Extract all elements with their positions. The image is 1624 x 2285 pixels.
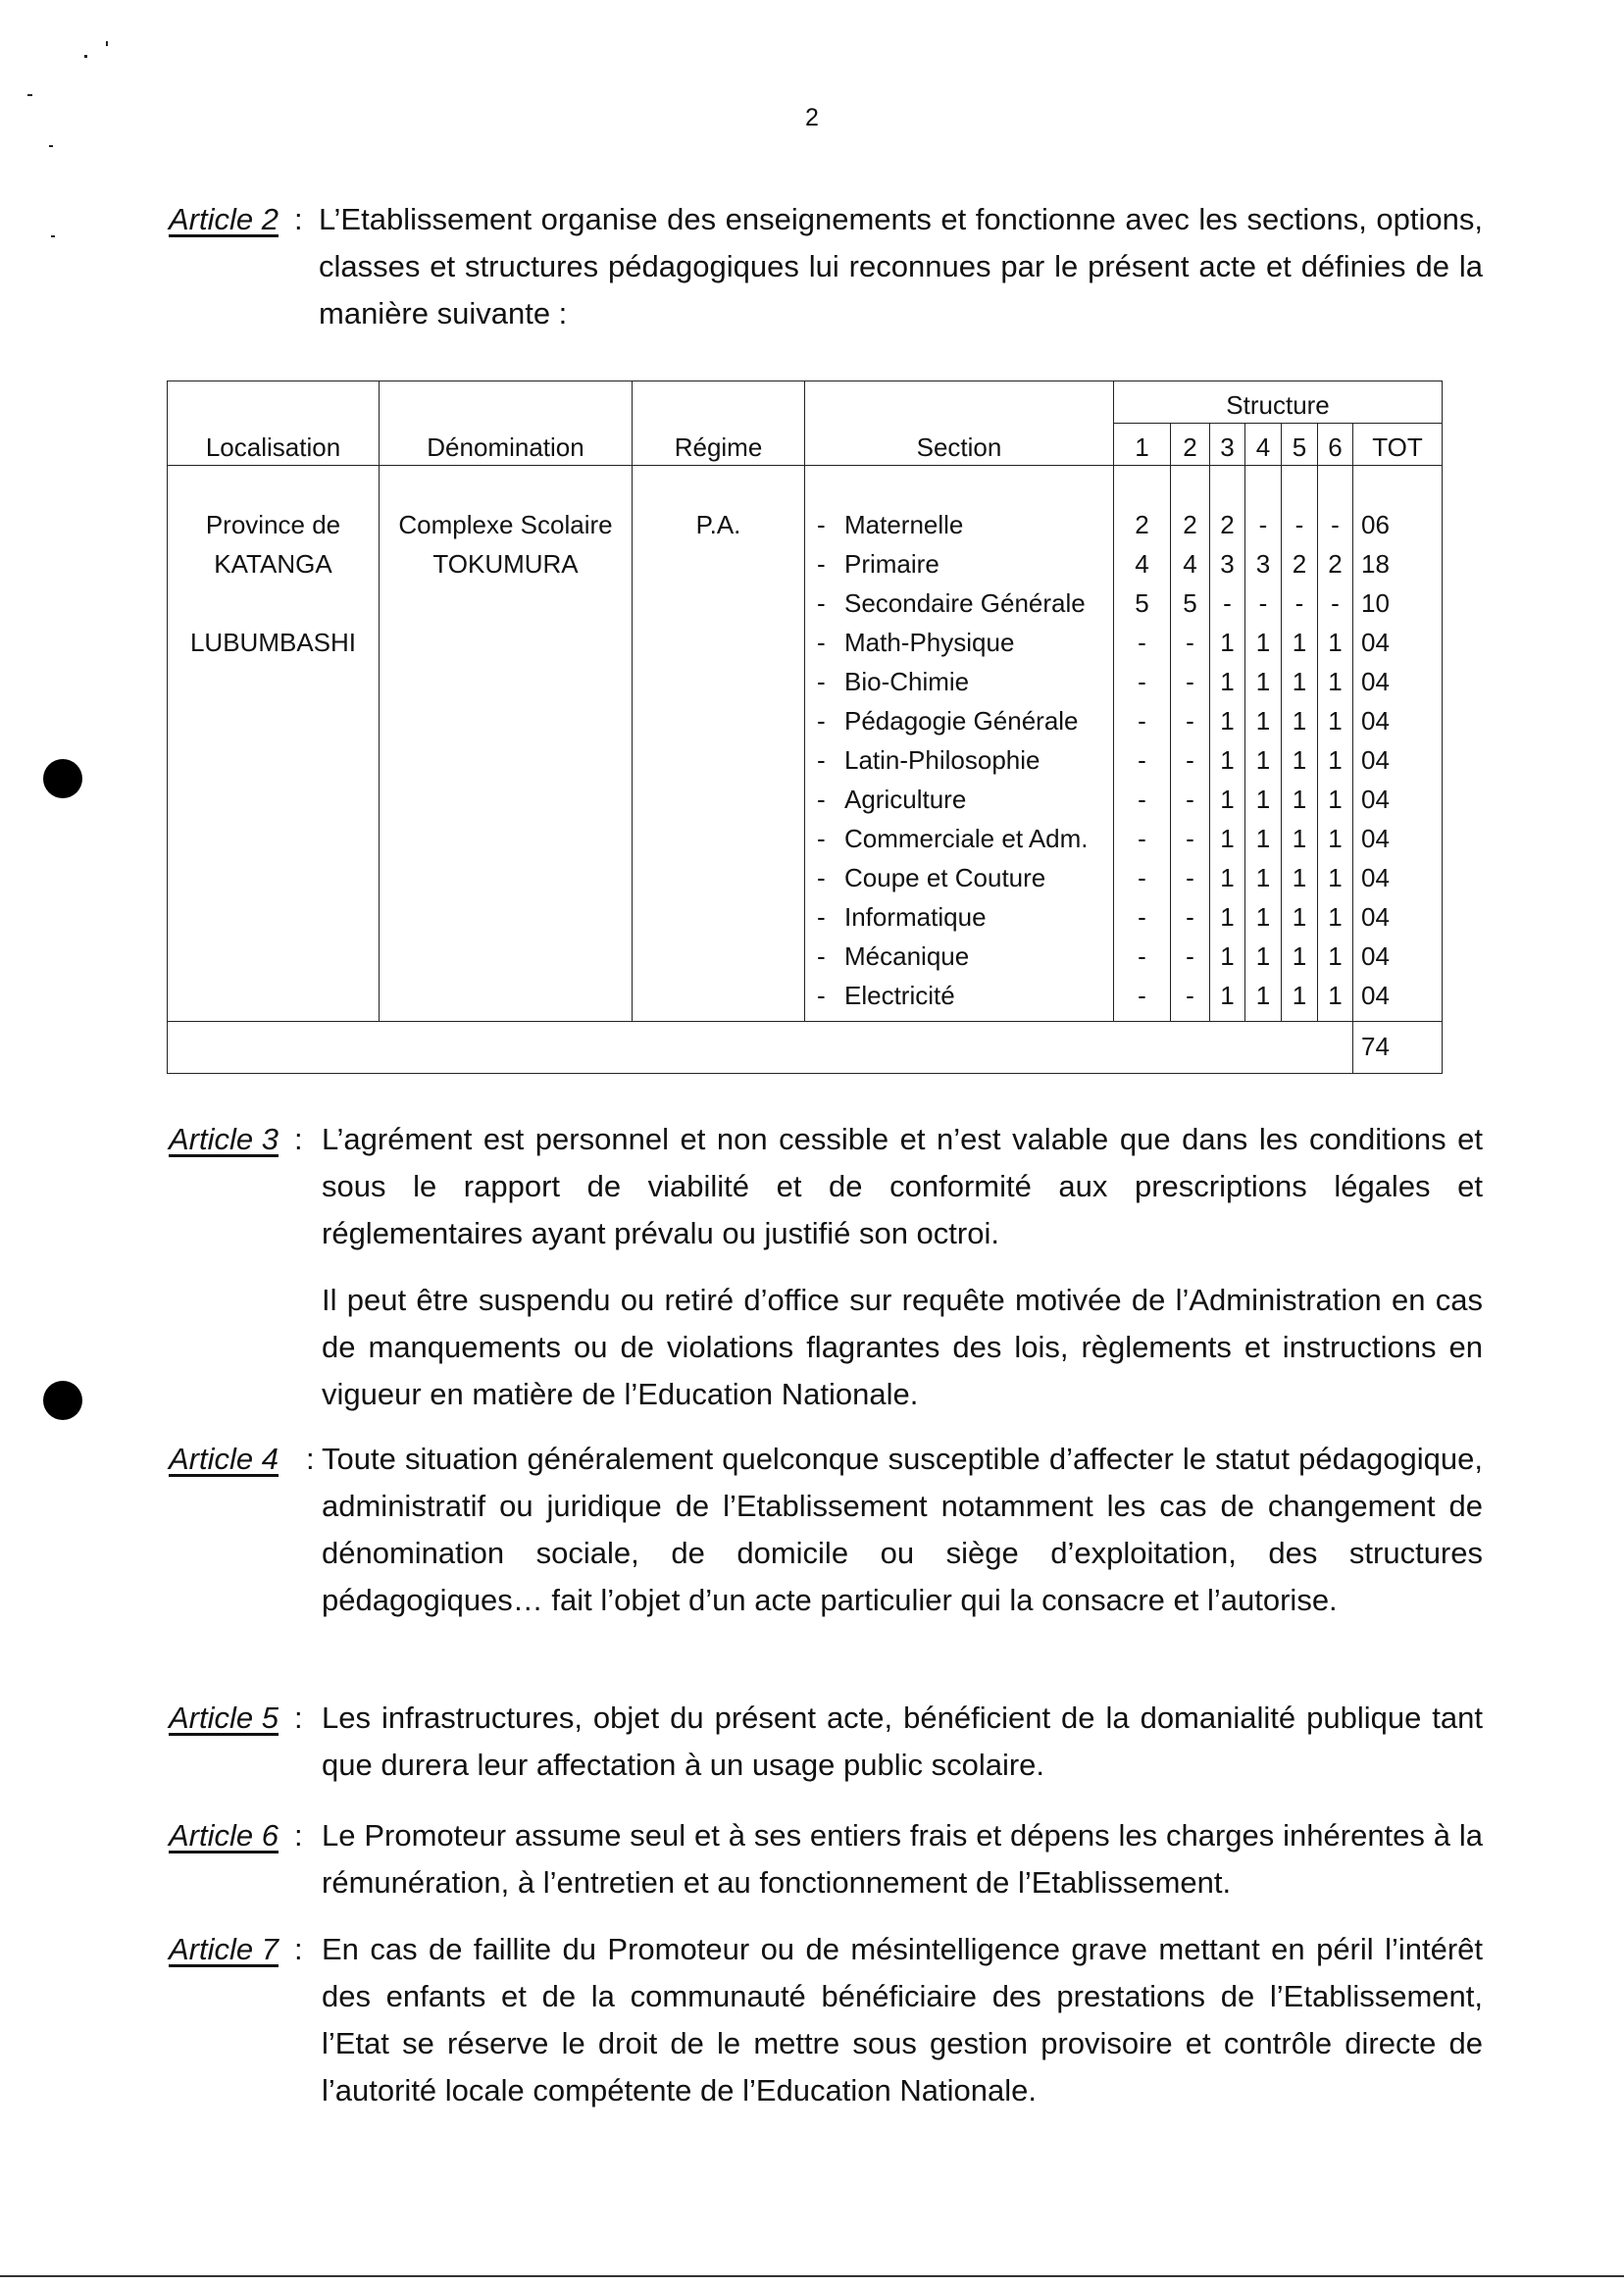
section-row — [817, 976, 1113, 1015]
article-label: Article 5 — [169, 1701, 279, 1735]
cell-regime — [633, 465, 805, 1021]
section-dash: - — [817, 666, 826, 696]
grand-total: 74 — [1353, 1021, 1443, 1073]
structure-value: - — [1258, 509, 1268, 539]
structure-value: 06 — [1361, 509, 1390, 539]
section-name: Latin-Philosophie — [844, 744, 1040, 775]
section-name: Math-Physique — [844, 627, 1015, 657]
header-col-2: 2 — [1171, 423, 1210, 465]
structure-value: 1 — [1220, 862, 1235, 892]
section-name: Pédagogie Générale — [844, 705, 1079, 736]
structure-value: 2 — [1292, 548, 1307, 579]
structure-value: 1 — [1220, 901, 1235, 932]
structure-value: 1 — [1292, 823, 1307, 853]
section-name: Bio-Chimie — [844, 666, 970, 696]
structure-value: - — [1186, 705, 1194, 736]
section-row — [817, 740, 1113, 780]
article-7: Article 7 : En cas de faillite du Promoteur ou de mésintelligence grave mettant en péril l’intérêt des enfants et de la communauté bénéficiaire des prestations de l’Etablissement, l’Etat se réserve le droit de le mettre sous gestion provisoire et contrôle directe de l’autorité locale compétente de l’Education Nationale. — [169, 1926, 1483, 2114]
structure-value: 3 — [1255, 548, 1271, 579]
scan-speck — [49, 145, 53, 147]
structure-value: 1 — [1255, 784, 1271, 814]
article-text: L’Etablissement organise des enseignements et fonctionne avec les sections, options, classes et structures pédagogiques lui reconnues par le présent acte et définies de la manière suivante : — [319, 202, 1483, 330]
article-text: Il peut être suspendu ou retiré d’office sur requête motivée de l’Administration en cas de manquements ou de violations flagrantes des lois, règlements et instructions en vigueur en matière de l’Education Nationale. — [322, 1283, 1483, 1411]
structure-value: 5 — [1183, 587, 1197, 618]
header-localisation: Localisation — [168, 423, 380, 465]
structure-value: 1 — [1328, 823, 1343, 853]
structure-value: - — [1138, 666, 1146, 696]
scan-speck — [51, 235, 55, 237]
structure-value: 1 — [1328, 980, 1343, 1010]
cell-col-6 — [1318, 465, 1353, 1021]
structure-value: 4 — [1135, 548, 1149, 579]
section-dash: - — [817, 627, 826, 657]
structure-value: - — [1138, 980, 1146, 1010]
structure-value: - — [1186, 627, 1194, 657]
article-label: Article 4 — [169, 1442, 279, 1476]
structure-value: - — [1186, 823, 1194, 853]
structure-value: 1 — [1255, 666, 1271, 696]
localisation-line: Province de — [205, 509, 341, 539]
structure-table — [167, 381, 1443, 1074]
cell-col-5 — [1282, 465, 1318, 1021]
structure-value: 1 — [1255, 940, 1271, 971]
localisation-line: KATANGA — [214, 548, 332, 579]
section-name: Agriculture — [844, 784, 967, 814]
article-label: Article 3 — [169, 1122, 279, 1156]
section-dash: - — [817, 862, 826, 892]
localisation-line: LUBUMBASHI — [189, 627, 357, 657]
section-dash: - — [817, 548, 826, 579]
section-dash: - — [817, 940, 826, 971]
section-name: Mécanique — [844, 940, 970, 971]
section-name: Secondaire Générale — [844, 587, 1086, 618]
header-section: Section — [805, 423, 1114, 465]
section-dash: - — [817, 980, 826, 1010]
header-denomination: Dénomination — [380, 423, 633, 465]
structure-value: 04 — [1361, 784, 1390, 814]
cell-col-2 — [1171, 465, 1210, 1021]
section-dash: - — [817, 587, 826, 618]
section-row — [817, 505, 1113, 544]
structure-value: 1 — [1328, 784, 1343, 814]
structure-value: 2 — [1135, 509, 1149, 539]
structure-value: 1 — [1328, 940, 1343, 971]
structure-value: - — [1294, 509, 1304, 539]
article-3: Article 3 : L’agrément est personnel et non cessible et n’est valable que dans les conditions et sous le rapport de viabilité et de conformité aux prescriptions légales et réglementaires ayant prévalu ou justifié son octroi. Il peut être suspendu ou retiré d’office sur requête motivée de l’Administration en cas de manquements ou de violations flagrantes des lois, règlements et instructions en vigueur en matière de l’Education Nationale. — [169, 1116, 1483, 1418]
structure-value: - — [1331, 587, 1340, 618]
structure-value: - — [1186, 940, 1194, 971]
structure-value: 1 — [1328, 901, 1343, 932]
structure-value: - — [1138, 862, 1146, 892]
header-regime: Régime — [633, 423, 805, 465]
structure-value: 1 — [1255, 980, 1271, 1010]
structure-value: 04 — [1361, 940, 1390, 971]
structure-value: 1 — [1255, 862, 1271, 892]
structure-value: 04 — [1361, 823, 1390, 853]
structure-value: - — [1186, 980, 1194, 1010]
structure-value: 2 — [1220, 509, 1235, 539]
section-dash: - — [817, 744, 826, 775]
article-text: Les infrastructures, objet du présent acte, bénéficient de la domanialité publique tant que durera leur affectation à un usage public scolaire. — [322, 1701, 1483, 1782]
section-row — [817, 780, 1113, 819]
structure-value: 1 — [1220, 627, 1235, 657]
structure-value: 1 — [1292, 901, 1307, 932]
section-row — [817, 584, 1113, 623]
article-4: Article 4 : Toute situation généralement quelconque susceptible d’affecter le statut pédagogique, administratif ou juridique de l’Etablissement notamment les cas de changement de dénomination sociale, de domicile ou siège d’exploitation, des structures pédagogiques… fait l’objet d’un acte particulier qui la consacre et l’autorise. — [169, 1436, 1483, 1624]
scan-speck — [27, 94, 32, 96]
structure-value: - — [1186, 901, 1194, 932]
article-label: Article 6 — [169, 1818, 279, 1853]
structure-value: 1 — [1220, 744, 1235, 775]
structure-value: 04 — [1361, 744, 1390, 775]
article-label: Article 7 — [169, 1932, 279, 1966]
punch-hole — [43, 1381, 82, 1420]
section-name: Coupe et Couture — [844, 862, 1046, 892]
cell-col-tot — [1353, 465, 1443, 1021]
structure-value: - — [1186, 784, 1194, 814]
header-structure: Structure — [1114, 381, 1443, 424]
bottom-rule — [0, 2275, 1624, 2277]
page-number: 2 — [805, 104, 819, 131]
section-name: Commerciale et Adm. — [844, 823, 1089, 853]
section-row — [817, 701, 1113, 740]
structure-value: - — [1138, 744, 1146, 775]
header-col-1: 1 — [1114, 423, 1171, 465]
structure-value: 1 — [1255, 744, 1271, 775]
cell-col-3 — [1210, 465, 1245, 1021]
article-label: Article 2 — [169, 202, 279, 236]
structure-value: 04 — [1361, 705, 1390, 736]
structure-value: 5 — [1135, 587, 1149, 618]
structure-value: 1 — [1220, 705, 1235, 736]
total-label-cell — [168, 1021, 1353, 1073]
structure-value: 1 — [1292, 744, 1307, 775]
cell-localisation — [168, 465, 380, 1021]
structure-value: 1 — [1328, 744, 1343, 775]
header-col-tot: TOT — [1353, 423, 1443, 465]
structure-value: - — [1331, 509, 1340, 539]
structure-value: 04 — [1361, 862, 1390, 892]
section-dash: - — [817, 901, 826, 932]
structure-value: - — [1186, 744, 1194, 775]
header-col-5: 5 — [1282, 423, 1318, 465]
section-name: Primaire — [844, 548, 939, 579]
cell-col-1 — [1114, 465, 1171, 1021]
structure-value: 04 — [1361, 666, 1390, 696]
structure-value: - — [1138, 823, 1146, 853]
header-col-6: 6 — [1318, 423, 1353, 465]
structure-value: 1 — [1255, 901, 1271, 932]
structure-value: - — [1138, 705, 1146, 736]
structure-value: 18 — [1361, 548, 1390, 579]
structure-value: - — [1258, 587, 1268, 618]
section-name: Maternelle — [844, 509, 964, 539]
structure-value: 1 — [1292, 862, 1307, 892]
structure-value: - — [1138, 940, 1146, 971]
article-6: Article 6 : Le Promoteur assume seul et à ses entiers frais et dépens les charges inhérentes à la rémunération, à l’entretien et au fonctionnement de l’Etablissement. — [169, 1812, 1483, 1906]
cell-sections — [805, 465, 1114, 1021]
regime-value: P.A. — [695, 509, 741, 539]
structure-value: 1 — [1220, 784, 1235, 814]
cell-denomination — [380, 465, 633, 1021]
article-text: Le Promoteur assume seul et à ses entiers frais et dépens les charges inhérentes à la rémunération, à l’entretien et au fonctionnement de l’Etablissement. — [322, 1818, 1483, 1900]
section-row — [817, 623, 1113, 662]
punch-hole — [43, 759, 82, 798]
structure-value: - — [1138, 784, 1146, 814]
section-row — [817, 897, 1113, 937]
header-col-4: 4 — [1245, 423, 1282, 465]
section-row — [817, 937, 1113, 976]
structure-value: 10 — [1361, 587, 1390, 618]
section-name: Electricité — [844, 980, 955, 1010]
article-text: En cas de faillite du Promoteur ou de mésintelligence grave mettant en péril l’intérêt des enfants et de la communauté bénéficiaire des prestations de l’Etablissement, l’Etat se réserve le droit de le mettre sous gestion provisoire et contrôle directe de l’autorité locale compétente de l’Education Nationale. — [322, 1932, 1483, 2107]
scan-speck — [106, 41, 108, 46]
section-dash: - — [817, 784, 826, 814]
section-row — [817, 858, 1113, 897]
structure-value: 1 — [1220, 980, 1235, 1010]
localisation-line — [168, 584, 379, 623]
structure-value: 1 — [1255, 705, 1271, 736]
structure-value: 1 — [1292, 666, 1307, 696]
structure-value: - — [1138, 901, 1146, 932]
structure-value: 04 — [1361, 980, 1390, 1010]
structure-value: 2 — [1183, 509, 1197, 539]
structure-value: 1 — [1328, 666, 1343, 696]
article-text: L’agrément est personnel et non cessible et n’est valable que dans les conditions et sous le rapport de viabilité et de conformité aux prescriptions légales et réglementaires ayant prévalu ou justifié son octroi. — [322, 1122, 1483, 1250]
section-dash: - — [817, 823, 826, 853]
structure-value: 1 — [1328, 862, 1343, 892]
structure-value: 1 — [1292, 705, 1307, 736]
structure-value: 1 — [1328, 627, 1343, 657]
structure-value: 1 — [1292, 980, 1307, 1010]
section-row — [817, 819, 1113, 858]
scan-speck — [84, 55, 87, 58]
structure-value: 1 — [1292, 627, 1307, 657]
structure-value: 1 — [1292, 784, 1307, 814]
article-5: Article 5 : Les infrastructures, objet du présent acte, bénéficient de la domanialité publique tant que durera leur affectation à un usage public scolaire. — [169, 1695, 1483, 1789]
section-row — [817, 544, 1113, 584]
structure-value: - — [1223, 587, 1232, 618]
section-dash: - — [817, 705, 826, 736]
denomination-line: TOKUMURA — [432, 548, 579, 579]
header-col-3: 3 — [1210, 423, 1245, 465]
structure-value: 1 — [1220, 940, 1235, 971]
article-text: Toute situation généralement quelconque susceptible d’affecter le statut pédagogique, administratif ou juridique de l’Etablissement notamment les cas de changement de dénomination sociale, de domicile ou siège d’exploitation, des structures pédagogiques… fait l’objet d’un acte particulier qui la consacre et l’autorise. — [322, 1442, 1483, 1617]
structure-value: 2 — [1328, 548, 1343, 579]
section-name: Informatique — [844, 901, 987, 932]
structure-value: 4 — [1183, 548, 1197, 579]
denomination-line: Complexe Scolaire — [398, 509, 613, 539]
structure-value: 1 — [1292, 940, 1307, 971]
structure-value: - — [1186, 862, 1194, 892]
structure-value: 04 — [1361, 901, 1390, 932]
article-2: Article 2 : L’Etablissement organise des enseignements et fonctionne avec les sections, options, classes et structures pédagogiques lui reconnues par le présent acte et définies de la manière suivante : — [169, 196, 1483, 337]
structure-value: 04 — [1361, 627, 1390, 657]
structure-value: - — [1138, 627, 1146, 657]
structure-value: 1 — [1255, 823, 1271, 853]
structure-value: 1 — [1220, 823, 1235, 853]
structure-value: - — [1186, 666, 1194, 696]
structure-value: 3 — [1220, 548, 1235, 579]
section-dash: - — [817, 509, 826, 539]
structure-value: 1 — [1328, 705, 1343, 736]
structure-value: 1 — [1255, 627, 1271, 657]
structure-value: 1 — [1220, 666, 1235, 696]
structure-value: - — [1294, 587, 1304, 618]
cell-col-4 — [1245, 465, 1282, 1021]
section-row — [817, 662, 1113, 701]
